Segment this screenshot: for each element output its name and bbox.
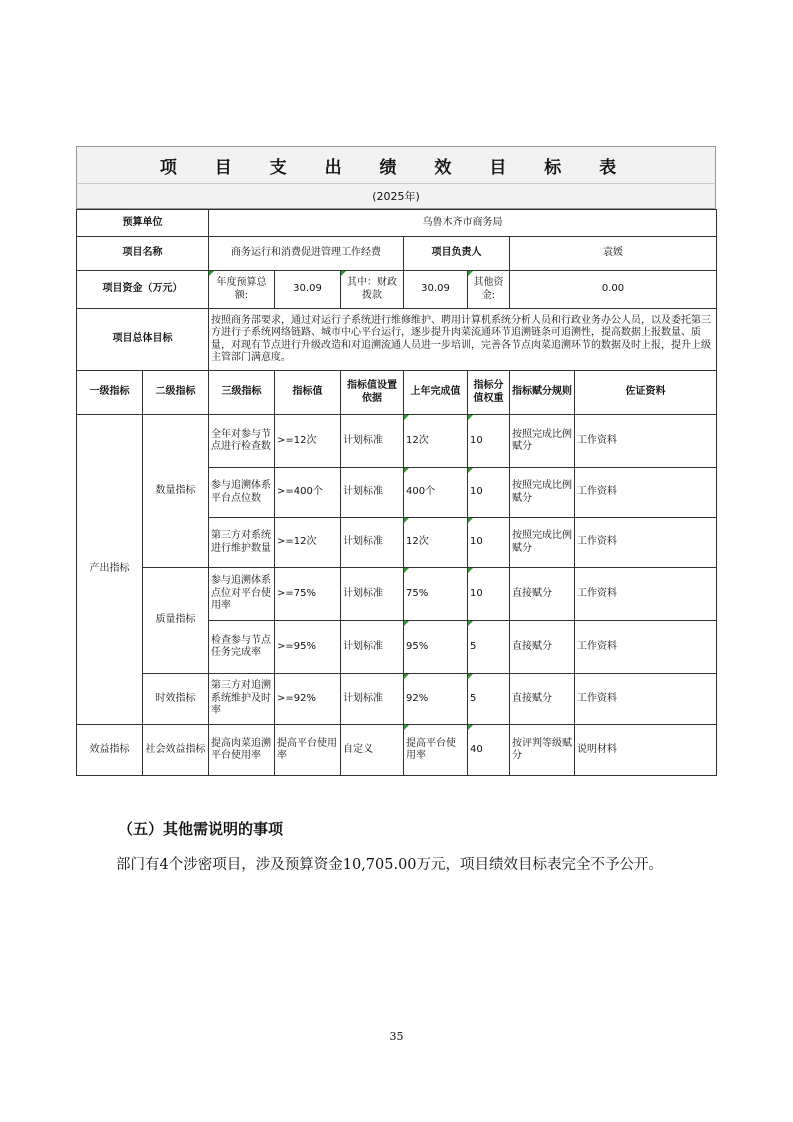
header-row: [77, 371, 717, 415]
indicator-weight: 5: [468, 621, 510, 674]
indicator-row: [77, 674, 717, 725]
indicator-weight: 10: [468, 518, 510, 568]
indicator-evidence: 工作资料: [575, 568, 717, 621]
level2-timeliness: 时效指标: [143, 674, 209, 725]
indicator-rule: 按照完成比例赋分: [510, 468, 575, 518]
budget-unit-label: 预算单位: [77, 210, 209, 237]
indicator-basis: 计划标准: [341, 518, 404, 568]
section-heading: （五）其他需说明的事项: [118, 820, 284, 838]
level1-benefit: 效益指标: [77, 725, 143, 776]
indicator-basis: 计划标准: [341, 621, 404, 674]
project-name-value: 商务运行和消费促进管理工作经费: [209, 237, 404, 271]
performance-table-sheet: [76, 146, 716, 776]
annual-budget-value: 30.09: [275, 271, 341, 309]
level2-quality: 质量指标: [143, 568, 209, 674]
indicator-rule: 直接赋分: [510, 621, 575, 674]
header-rule: 指标赋分规则: [510, 371, 575, 415]
budget-unit-value: 乌鲁木齐市商务局: [209, 210, 717, 237]
indicator-weight: 10: [468, 468, 510, 518]
table-year: (2025年): [76, 183, 716, 209]
indicator-rule: 按评判等级赋分: [510, 725, 575, 776]
indicator-basis: 计划标准: [341, 468, 404, 518]
goal-value: 按照商务部要求，通过对运行子系统进行维修维护、聘用计算机系统分析人员和行政业务办公人员，以及委托第三方进行子系统网络链路、城市中心平台运行，逐步提升肉菜流通环节追溯链条可追溯性，提高数据上报数量、质量，对现有节点进行升级改造和对追溯流通人员进一步培训，完善各节点肉菜追溯环节的数据及时上报，提升上级主管部门满意度。: [209, 309, 717, 371]
indicator-basis: 自定义: [341, 725, 404, 776]
indicator-value: >=92%: [275, 674, 341, 725]
indicator-last-year: 12次: [404, 518, 468, 568]
indicator-evidence: 工作资料: [575, 674, 717, 725]
indicator-rule: 直接赋分: [510, 568, 575, 621]
row-budget-unit: [77, 210, 717, 237]
indicator-weight: 5: [468, 674, 510, 725]
indicator-value: >=12次: [275, 415, 341, 468]
goal-label: 项目总体目标: [77, 309, 209, 371]
indicator-row: [77, 568, 717, 621]
indicator-rule: 按照完成比例赋分: [510, 518, 575, 568]
header-level2: 二级指标: [143, 371, 209, 415]
fiscal-value: 30.09: [404, 271, 468, 309]
page-number: 35: [389, 1030, 404, 1043]
indicator-l3: 参与追溯体系平台点位数: [209, 468, 275, 518]
header-value: 指标值: [275, 371, 341, 415]
indicator-l3: 第三方对系统进行维护数量: [209, 518, 275, 568]
indicator-value: 提高平台使用率: [275, 725, 341, 776]
row-overall-goal: [77, 309, 717, 371]
indicator-evidence: 工作资料: [575, 415, 717, 468]
indicator-value: >=400个: [275, 468, 341, 518]
indicator-row: [77, 415, 717, 468]
header-level1: 一级指标: [77, 371, 143, 415]
indicator-last-year: 95%: [404, 621, 468, 674]
other-funds-label: 其他资金:: [468, 271, 510, 309]
indicator-last-year: 92%: [404, 674, 468, 725]
indicator-l3: 第三方对追溯系统维护及时率: [209, 674, 275, 725]
indicator-l3: 检查参与节点任务完成率: [209, 621, 275, 674]
indicator-basis: 计划标准: [341, 415, 404, 468]
section-paragraph: 部门有4个涉密项目，涉及预算资金10,705.00万元，项目绩效目标表完全不予公开。: [116, 857, 664, 873]
level2-quantity: 数量指标: [143, 415, 209, 568]
project-name-label: 项目名称: [77, 237, 209, 271]
indicator-l3: 参与追溯体系点位对平台使用率: [209, 568, 275, 621]
indicator-evidence: 工作资料: [575, 468, 717, 518]
level2-social: 社会效益指标: [143, 725, 209, 776]
owner-value: 袁媛: [510, 237, 717, 271]
indicator-l3: 提高肉菜追溯平台使用率: [209, 725, 275, 776]
indicator-rule: 按照完成比例赋分: [510, 415, 575, 468]
header-last-year: 上年完成值: [404, 371, 468, 415]
owner-label: 项目负责人: [404, 237, 510, 271]
row-project-name: [77, 237, 717, 271]
indicator-evidence: 工作资料: [575, 518, 717, 568]
fiscal-label: 其中：财政拨款: [341, 271, 404, 309]
indicator-basis: 计划标准: [341, 674, 404, 725]
indicator-last-year: 75%: [404, 568, 468, 621]
indicator-l3: 全年对参与节点进行检查数: [209, 415, 275, 468]
header-evidence: 佐证资料: [575, 371, 717, 415]
indicator-value: >=75%: [275, 568, 341, 621]
indicator-last-year: 400个: [404, 468, 468, 518]
indicator-basis: 计划标准: [341, 568, 404, 621]
level1-output: 产出指标: [77, 415, 143, 725]
header-level3: 三级指标: [209, 371, 275, 415]
indicator-evidence: 说明材料: [575, 725, 717, 776]
indicator-last-year: 12次: [404, 415, 468, 468]
annual-budget-label: 年度预算总额:: [209, 271, 275, 309]
indicator-value: >=12次: [275, 518, 341, 568]
performance-table: [76, 209, 717, 776]
indicator-value: >=95%: [275, 621, 341, 674]
indicator-evidence: 工作资料: [575, 621, 717, 674]
indicator-weight: 10: [468, 415, 510, 468]
indicator-weight: 10: [468, 568, 510, 621]
indicator-last-year: 提高平台使用率: [404, 725, 468, 776]
header-weight: 指标分值权重: [468, 371, 510, 415]
funds-label: 项目资金（万元）: [77, 271, 209, 309]
indicator-row: [77, 725, 717, 776]
header-basis: 指标值设置依据: [341, 371, 404, 415]
other-funds-value: 0.00: [510, 271, 717, 309]
row-funds: [77, 271, 717, 309]
indicator-rule: 直接赋分: [510, 674, 575, 725]
table-title: 项 目 支 出 绩 效 目 标 表: [76, 146, 716, 183]
indicator-weight: 40: [468, 725, 510, 776]
